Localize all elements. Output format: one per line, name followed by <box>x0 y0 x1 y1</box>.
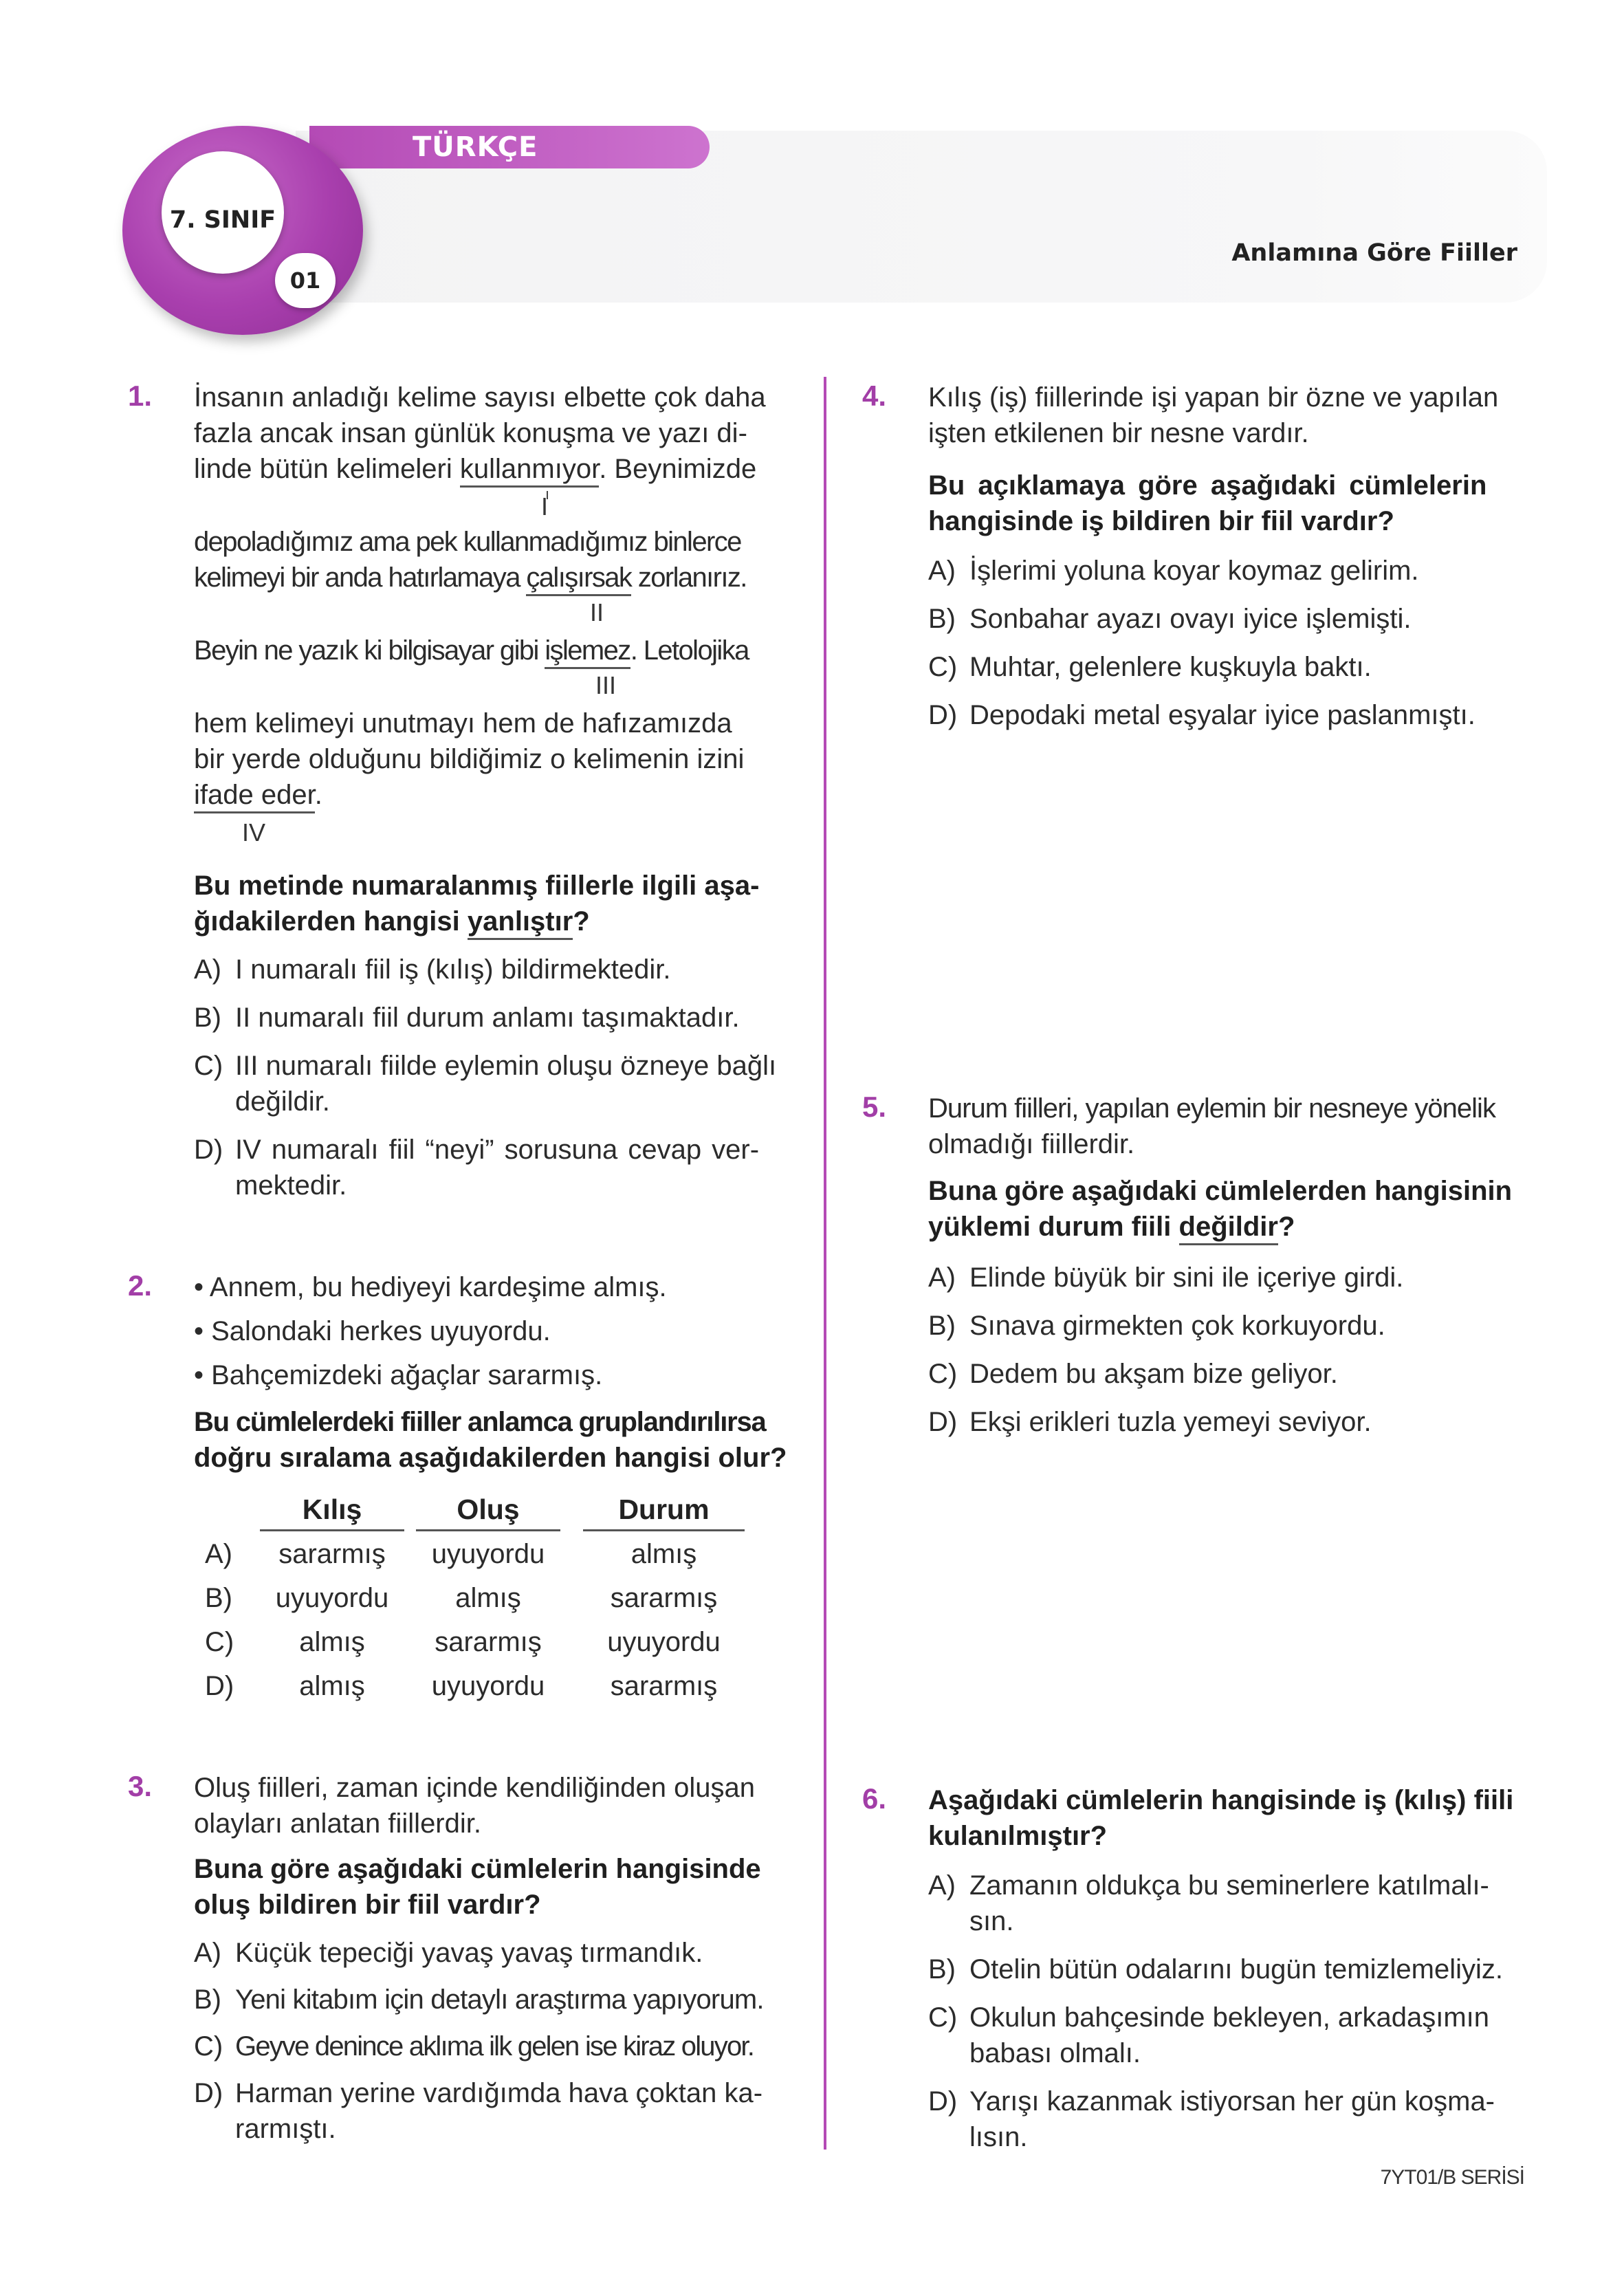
q2-bullet: • Annem, bu hediyeyi kardeşime almış. <box>194 1272 667 1302</box>
q5-stem-line <box>928 1209 1295 1245</box>
q1-option-a[interactable] <box>194 952 785 987</box>
option-key: B) <box>928 1954 956 1985</box>
q6-stem-line: Aşağıdaki cümlelerin hangisinde iş (kılış) fiili <box>928 1785 1514 1815</box>
table-cell: almış <box>630 1539 697 1569</box>
q6-stem-line: kulanılmıştır? <box>928 1821 1108 1851</box>
table-cell: almış <box>299 1627 365 1657</box>
q1-text-fragment: . Letolojika <box>630 635 749 666</box>
q1-text-line: fazla ancak insan günlük konuşma ve yazı di- <box>194 418 747 448</box>
option-text: I numaralı fiil iş (kılış) bildirmektedir. <box>235 954 671 985</box>
q6-option-b[interactable] <box>928 1952 1533 1987</box>
option-text: II numaralı fiil durum anlamı taşımaktadır. <box>235 1003 740 1033</box>
table-header-rule <box>416 1529 560 1531</box>
option-text: Zamanın oldukça bu seminerlere katılmalı- <box>969 1870 1489 1901</box>
table-header: Kılış <box>302 1494 362 1525</box>
q1-text-line <box>194 451 756 487</box>
option-text: III numaralı fiilde eylemin oluşu özneye bağlı <box>235 1051 777 1081</box>
q1-text-line <box>194 560 747 595</box>
option-text: mektedir. <box>235 1170 347 1201</box>
q4-text-line: Kılış (iş) fiillerinde işi yapan bir özne ve yapılan <box>928 382 1499 413</box>
option-key: D) <box>928 1407 958 1437</box>
q4-option-d[interactable] <box>928 697 1533 733</box>
option-text: babası olmalı. <box>969 2038 1141 2068</box>
table-cell: uyuyordu <box>607 1627 721 1657</box>
option-text: Dedem bu akşam bize geliyor. <box>969 1359 1338 1389</box>
option-key: C) <box>928 652 958 682</box>
option-key: A) <box>194 1938 221 1968</box>
option-text: Okulun bahçesinde bekleyen, arkadaşımın <box>969 2002 1490 2033</box>
option-key: B) <box>928 604 956 634</box>
option-key: D) <box>928 700 958 730</box>
question-number: 4. <box>862 380 887 412</box>
q6-option-c[interactable] <box>928 2000 1533 2071</box>
option-text: lısın. <box>969 2122 1028 2152</box>
table-header-rule <box>583 1529 745 1531</box>
option-key: D) <box>194 1135 223 1165</box>
q5-option-d[interactable] <box>928 1404 1533 1440</box>
option-key: A) <box>928 1262 956 1293</box>
series-code: 7YT01/B SERİSİ <box>1380 2166 1524 2189</box>
option-text: Yarışı kazanmak istiyorsan her gün koşma- <box>969 2086 1495 2117</box>
q1-text-fragment: zorlanırız. <box>637 562 747 593</box>
table-cell: almış <box>455 1583 521 1613</box>
option-text: Ekşi erikleri tuzla yemeyi seviyor. <box>969 1407 1372 1437</box>
table-cell: uyuyordu <box>275 1583 389 1613</box>
table-header: Durum <box>618 1494 710 1525</box>
q1-option-b[interactable] <box>194 1000 785 1036</box>
table-cell: uyuyordu <box>431 1539 545 1569</box>
q5-stem-line: Buna göre aşağıdaki cümlelerden hangisinin <box>928 1176 1513 1206</box>
q5-stem-fragment: ? <box>1277 1212 1295 1242</box>
q6-option-d[interactable] <box>928 2084 1533 2155</box>
q5-option-c[interactable] <box>928 1356 1533 1392</box>
q1-text-fragment: . <box>314 780 322 810</box>
q6-option-a[interactable] <box>928 1868 1533 1939</box>
q4-option-b[interactable] <box>928 601 1533 637</box>
option-key: A) <box>928 1870 956 1901</box>
q1-text-line <box>194 777 322 813</box>
option-text: Yeni kitabım için detaylı araştırma yapıyorum. <box>235 1985 764 2015</box>
q3-option-a[interactable] <box>194 1935 785 1971</box>
q1-text-fragment: linde bütün kelimeleri <box>194 454 452 484</box>
q1-stem-line: Bu metinde numaralanmış fiillerle ilgili aşa- <box>194 871 760 901</box>
option-key: A) <box>194 954 221 985</box>
q3-text-line: olayları anlatan fiillerdir. <box>194 1808 481 1839</box>
subject-title: TÜRKÇE <box>413 131 538 163</box>
table-cell: sararmış <box>610 1671 718 1701</box>
table-header-rule <box>260 1529 404 1531</box>
q2-bullet: • Salondaki herkes uyuyordu. <box>194 1316 551 1346</box>
option-text: sın. <box>969 1906 1014 1936</box>
q3-stem-line: oluş bildiren bir fiil vardır? <box>194 1890 541 1920</box>
q1-roman-4: IV <box>242 818 266 846</box>
topic-title: Anlamına Göre Fiiller <box>1231 239 1517 267</box>
option-key: B) <box>194 1985 221 2015</box>
option-text: Elinde büyük bir sini ile içeriye girdi. <box>969 1262 1404 1293</box>
q1-text-line: hem kelimeyi unutmayı hem de hafızamızda <box>194 708 732 739</box>
question-number: 6. <box>862 1782 887 1815</box>
option-key: D) <box>194 2078 223 2108</box>
q5-text-line: Durum fiilleri, yapılan eylemin bir nesneye yönelik <box>928 1093 1495 1124</box>
question-number: 5. <box>862 1091 887 1123</box>
option-text: İşlerimi yoluna koyar koymaz gelirim. <box>969 556 1419 586</box>
q1-text-fragment: kelimeyi bir anda hatırlamaya <box>194 562 520 593</box>
q3-option-b[interactable] <box>194 1982 785 2018</box>
q1-roman-1: I <box>541 492 549 521</box>
option-key: D) <box>205 1671 234 1701</box>
q5-stem-emphasis: değildir <box>1179 1212 1278 1245</box>
q1-roman-2: II <box>590 598 604 626</box>
q1-stem-fragment: ğıdakilerden hangisi <box>194 906 460 937</box>
q4-stem-line: Bu açıklamaya göre aşağıdaki cümlelerin <box>928 470 1487 501</box>
q2-stem-line: Bu cümlelerdeki fiiller anlamca gruplandırılırsa <box>194 1407 766 1437</box>
q1-text-line <box>194 633 749 668</box>
q1-verb-1: kullanmıyor <box>460 454 599 488</box>
option-text: Harman yerine vardığımda hava çoktan ka- <box>235 2078 763 2108</box>
option-text: Küçük tepeciği yavaş yavaş tırmandık. <box>235 1938 703 1968</box>
option-text: Sonbahar ayazı ovayı iyice işlemişti. <box>969 604 1412 634</box>
q4-text-line: işten etkilenen bir nesne vardır. <box>928 418 1309 448</box>
table-cell: almış <box>299 1671 365 1701</box>
option-key: B) <box>194 1003 221 1033</box>
question-number: 2. <box>128 1269 153 1302</box>
q1-option-d[interactable] <box>194 1132 785 1203</box>
option-key: C) <box>928 1359 958 1389</box>
option-key: C) <box>194 2031 223 2062</box>
option-key: B) <box>928 1311 956 1341</box>
option-key: A) <box>205 1539 232 1569</box>
q1-stem-fragment: ? <box>573 906 590 937</box>
q1-verb-4: ifade eder <box>194 780 315 813</box>
table-header: Oluş <box>457 1494 520 1525</box>
q1-text-line: depoladığımız ama pek kullanmadığımız binlerce <box>194 527 741 557</box>
q1-roman-3: III <box>595 671 617 699</box>
option-text: değildir. <box>235 1086 330 1117</box>
table-cell: uyuyordu <box>431 1671 545 1701</box>
option-text: Sınava girmekten çok korkuyordu. <box>969 1311 1385 1341</box>
question-number: 3. <box>128 1770 153 1802</box>
q1-text-fragment: Beyin ne yazık ki bilgisayar gibi <box>194 635 538 666</box>
q3-text-line: Oluş fiilleri, zaman içinde kendiliğinden oluşan <box>194 1773 755 1803</box>
q3-option-d[interactable] <box>194 2075 785 2147</box>
option-text: Depodaki metal eşyalar iyice paslanmıştı. <box>969 700 1475 730</box>
option-text: Geyve denince aklıma ilk gelen ise kiraz oluyor. <box>235 2031 754 2062</box>
q2-bullet: • Bahçemizdeki ağaçlar sararmış. <box>194 1360 603 1390</box>
q1-verb-2: çalışırsak <box>526 562 631 596</box>
q1-text-line: bir yerde olduğunu bildiğimiz o kelimenin izini <box>194 744 745 774</box>
table-cell: sararmış <box>278 1539 386 1569</box>
column-divider <box>824 377 826 2150</box>
q1-verb-3: işlemez <box>545 635 630 669</box>
q5-option-b[interactable] <box>928 1308 1533 1344</box>
option-key: A) <box>928 556 956 586</box>
option-text: rarmıştı. <box>235 2114 336 2144</box>
option-text: IV numaralı fiil “neyi” sorusuna cevap ver- <box>235 1135 760 1165</box>
test-number: 01 <box>289 267 321 294</box>
q1-option-c[interactable] <box>194 1048 785 1119</box>
question-number: 1. <box>128 380 153 412</box>
q1-stem-line <box>194 904 590 939</box>
q1-text-fragment: . Beynimizde <box>599 454 757 484</box>
table-cell: sararmış <box>610 1583 718 1613</box>
q2-stem-line: doğru sıralama aşağıdakilerden hangisi olur? <box>194 1443 787 1473</box>
q5-text-line: olmadığı fiillerdir. <box>928 1129 1135 1159</box>
option-text: Otelin bütün odalarını bugün temizlemeliyiz. <box>969 1954 1503 1985</box>
q3-stem-line: Buna göre aşağıdaki cümlelerin hangisinde <box>194 1854 761 1884</box>
q3-option-c[interactable] <box>194 2029 785 2064</box>
option-text: Muhtar, gelenlere kuşkuyla baktı. <box>969 652 1372 682</box>
q5-option-a[interactable] <box>928 1260 1533 1295</box>
q4-stem-line: hangisinde iş bildiren bir fiil vardır? <box>928 506 1394 536</box>
q4-option-a[interactable] <box>928 553 1533 589</box>
option-key: C) <box>205 1627 234 1657</box>
option-key: C) <box>928 2002 958 2033</box>
q1-stem-emphasis: yanlıştır <box>468 906 573 940</box>
grade-label: 7. SINIF <box>169 206 276 234</box>
q1-text-line: İnsanın anladığı kelime sayısı elbette çok daha <box>194 382 766 413</box>
option-key: D) <box>928 2086 958 2117</box>
option-key: C) <box>194 1051 223 1081</box>
q4-option-c[interactable] <box>928 649 1533 685</box>
q5-stem-fragment: yüklemi durum fiili <box>928 1212 1172 1242</box>
option-key: B) <box>205 1583 232 1613</box>
table-cell: sararmış <box>435 1627 542 1657</box>
